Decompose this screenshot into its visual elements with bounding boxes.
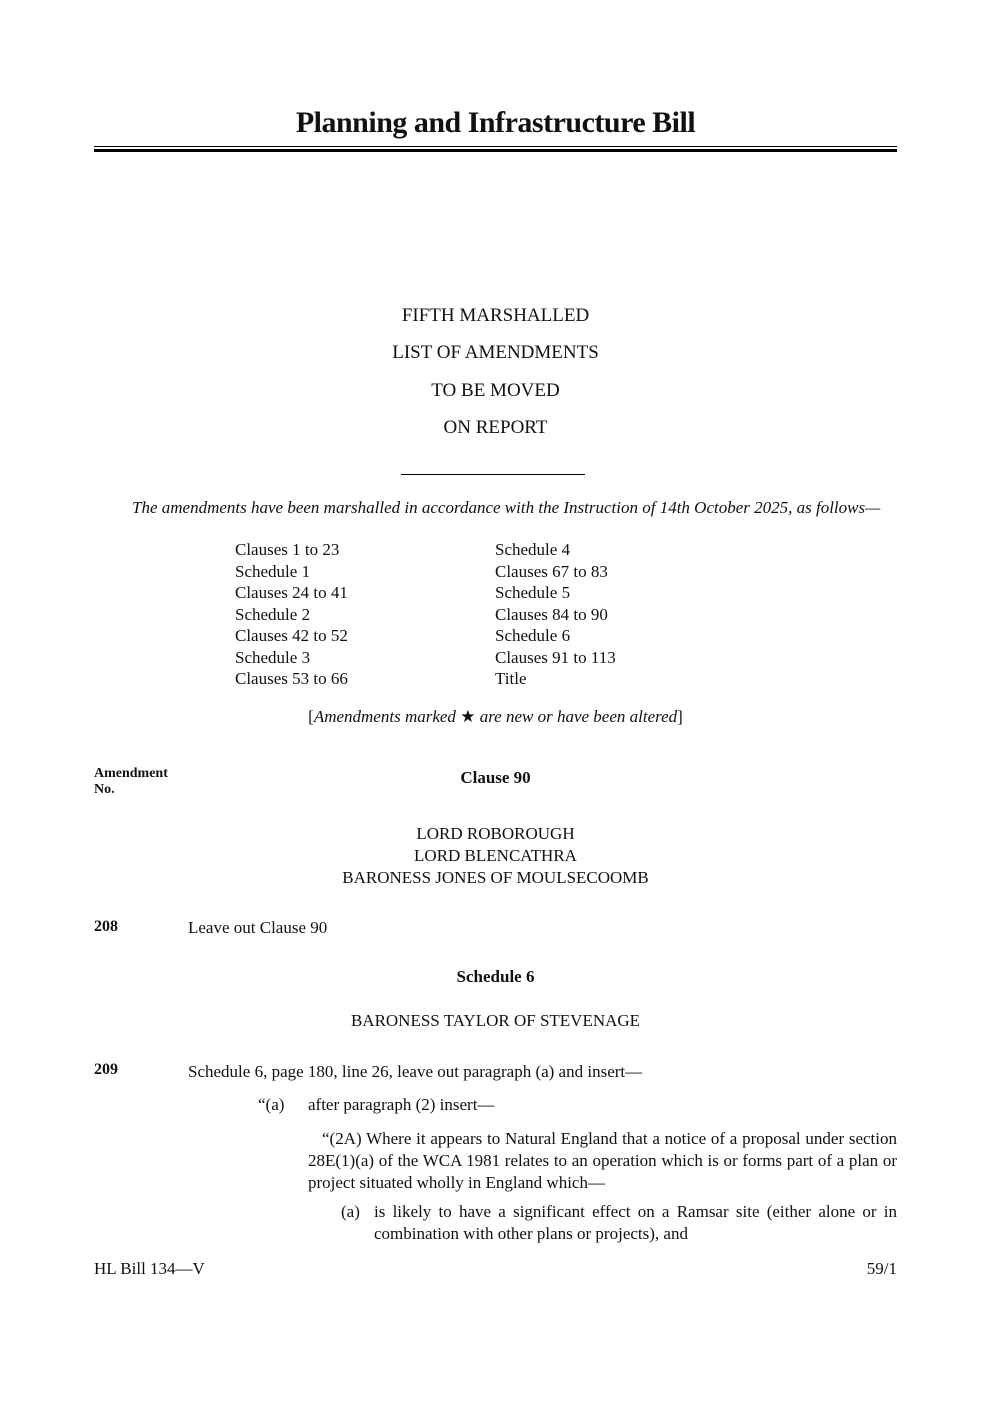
- bill-title: Planning and Infrastructure Bill: [295, 106, 696, 139]
- bill-reference: HL Bill 134—V: [94, 1259, 205, 1278]
- bracket-close: ]: [677, 707, 683, 726]
- order-item: Clauses 42 to 52: [235, 626, 348, 645]
- subparagraph-text: after paragraph (2) insert—: [308, 1095, 495, 1114]
- title-rule-thick: [94, 149, 897, 152]
- order-item: Schedule 2: [235, 604, 311, 624]
- title-rule-thin: [94, 146, 897, 147]
- order-item: Clauses 67 to 83: [495, 561, 608, 581]
- sponsor-list: [94, 823, 897, 889]
- marshalling-order-left: [235, 539, 348, 690]
- item-text: is likely to have a significant effect on a Ramsar site (either alone or in combination with other plans or projects), and: [374, 1202, 897, 1243]
- order-item: Schedule 1: [235, 561, 311, 581]
- order-item: Schedule 4: [495, 540, 571, 559]
- section-heading-clause-90: Clause 90: [460, 768, 531, 787]
- marshalling-intro: The amendments have been marshalled in accordance with the Instruction of 14th October 2025, as follows—: [132, 498, 881, 517]
- label-line: Amendment: [94, 766, 168, 781]
- order-item: Clauses 53 to 66: [235, 669, 348, 688]
- order-item: Clauses 91 to 113: [495, 647, 616, 667]
- section-heading-schedule-6: Schedule 6: [456, 967, 535, 986]
- amendment-number: 209: [94, 1061, 118, 1078]
- page-number: 59/1: [866, 1259, 897, 1278]
- star-icon: ★: [460, 707, 476, 726]
- heading-line-3: TO BE MOVED: [431, 380, 560, 401]
- separator-rule: [401, 474, 585, 475]
- order-item: Clauses 84 to 90: [495, 604, 608, 624]
- order-item: Schedule 5: [495, 583, 571, 602]
- note-text: Amendments marked: [313, 707, 461, 726]
- note-text: are new or have been altered: [475, 707, 678, 726]
- heading-line-2: LIST OF AMENDMENTS: [392, 342, 599, 363]
- altered-amendments-note: [94, 707, 897, 727]
- sponsor-name: LORD BLENCATHRA: [414, 846, 577, 865]
- sponsor-list: [94, 1010, 897, 1032]
- amendment-number: 208: [94, 918, 118, 935]
- amendment-text: Schedule 6, page 180, line 26, leave out paragraph (a) and insert—: [188, 1062, 643, 1081]
- order-item: Clauses 24 to 41: [235, 583, 348, 602]
- heading-line-1: FIFTH MARSHALLED: [401, 305, 590, 326]
- page-footer: [94, 1259, 897, 1279]
- heading-line-4: ON REPORT: [443, 417, 548, 438]
- subparagraph-label: “(a): [258, 1095, 285, 1114]
- item-label: (a): [341, 1202, 360, 1221]
- bracket-open: [: [308, 707, 314, 726]
- order-item: Clauses 1 to 23: [235, 540, 340, 559]
- sponsor-name: LORD ROBOROUGH: [416, 824, 575, 843]
- marshalling-order-right: [495, 539, 616, 690]
- amendment-text: Leave out Clause 90: [188, 918, 328, 937]
- order-item: Schedule 3: [235, 647, 311, 667]
- order-item: Schedule 6: [495, 626, 571, 645]
- label-line: No.: [94, 782, 115, 797]
- sponsor-name: BARONESS TAYLOR OF STEVENAGE: [350, 1011, 641, 1030]
- inserted-paragraph-2a: “(2A) Where it appears to Natural England that a notice of a proposal under section 28E(1)(a) of the WCA 1981 relates to an operation which is or forms part of a plan or project situated wholly in England which—: [308, 1129, 897, 1192]
- sponsor-name: BARONESS JONES OF MOULSECOOMB: [342, 868, 649, 887]
- order-item: Title: [495, 669, 527, 688]
